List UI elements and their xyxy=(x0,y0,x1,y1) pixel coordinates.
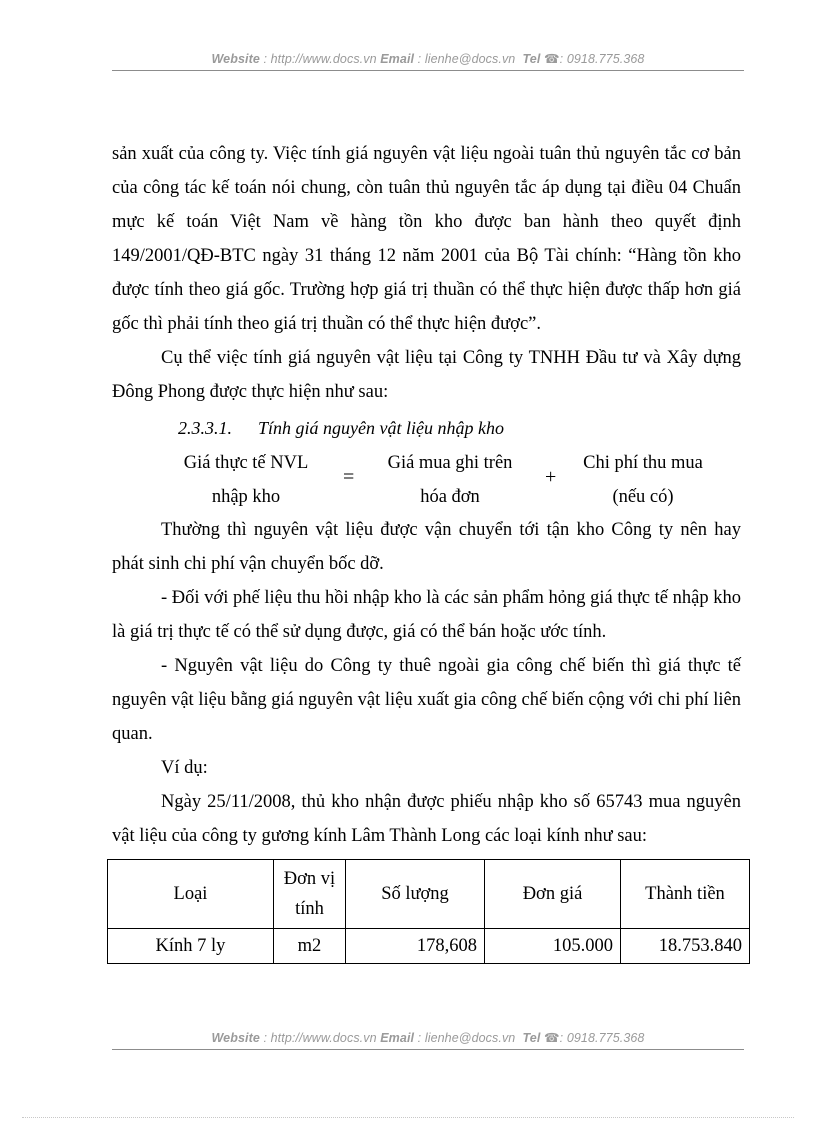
plus-sign: + xyxy=(545,466,557,488)
section-heading xyxy=(178,413,504,443)
header-unit-line2: tính xyxy=(295,899,324,919)
cell-unit: m2 xyxy=(274,929,346,964)
header-unit-line1: Đơn vị xyxy=(283,869,336,889)
footer-phone-icon: ☎ xyxy=(544,1031,560,1045)
paragraph-intro: Cụ thể việc tính giá nguyên vật liệu tại Công ty TNHH Đầu tư và Xây dựng Đông Phong được thực hiện như sau: xyxy=(112,348,741,402)
header-unit xyxy=(274,860,346,929)
body-upper xyxy=(112,137,741,409)
cell-type: Kính 7 ly xyxy=(108,929,274,964)
paragraph-outsourced: - Nguyên vật liệu do Công ty thuê ngoài gia công chế biến thì giá thực tế nguyên vật liệu bằng giá nguyên vật liệu xuất gia công chế biến cộng với chi phí liên quan. xyxy=(112,656,741,744)
cell-amount: 18.753.840 xyxy=(621,929,750,964)
formula-right-line2: (nếu có) xyxy=(612,487,674,507)
header-type: Loại xyxy=(108,860,274,929)
paragraph-scrap: - Đối với phế liệu thu hồi nhập kho là các sản phẩm hỏng giá thực tế nhập kho là giá trị thực tế có thể sử dụng được, giá có thể bán hoặc ước tính. xyxy=(112,588,741,642)
cell-unit-price: 105.000 xyxy=(485,929,621,964)
table-row xyxy=(108,929,750,964)
formula-right-line1: Chi phí thu mua xyxy=(583,453,703,473)
page-footer xyxy=(112,1030,744,1045)
footer-website-label: Website xyxy=(211,1031,260,1045)
footer-rule xyxy=(112,1049,744,1050)
tel-label: Tel xyxy=(522,52,541,66)
header-quantity: Số lượng xyxy=(346,860,485,929)
formula-mid-line1: Giá mua ghi trên xyxy=(387,453,513,473)
body-lower xyxy=(112,513,741,853)
formula-mid-line2: hóa đơn xyxy=(420,487,480,507)
formula-right xyxy=(570,446,716,514)
website-url[interactable]: : http://www.docs.vn xyxy=(263,52,377,66)
email-value[interactable]: : lienhe@docs.vn xyxy=(417,52,516,66)
footer-tel-label: Tel xyxy=(522,1031,541,1045)
materials-table xyxy=(107,859,750,964)
formula-middle xyxy=(376,446,524,514)
formula-left-line2: nhập kho xyxy=(211,487,281,507)
formula-left-line1: Giá thực tế NVL xyxy=(183,453,309,473)
formula-left xyxy=(168,446,324,514)
paragraph-example-label: Ví dụ: xyxy=(161,758,208,778)
page-edge-divider xyxy=(22,1117,794,1118)
tel-value: : 0918.775.368 xyxy=(559,52,645,66)
footer-website-url[interactable]: : http://www.docs.vn xyxy=(263,1031,377,1045)
section-title: Tính giá nguyên vật liệu nhập kho xyxy=(258,418,504,438)
website-label: Website xyxy=(211,52,260,66)
phone-icon: ☎ xyxy=(544,52,560,66)
footer-email-value[interactable]: : lienhe@docs.vn xyxy=(417,1031,516,1045)
header-unit-price: Đơn giá xyxy=(485,860,621,929)
paragraph-example: Ngày 25/11/2008, thủ kho nhận được phiếu nhập kho số 65743 mua nguyên vật liệu của công ty gương kính Lâm Thành Long các loại kính như sau: xyxy=(112,792,741,846)
paragraph-continuation: sản xuất của công ty. Việc tính giá nguyên vật liệu ngoài tuân thủ nguyên tắc cơ bản của công tác kế toán nói chung, còn tuân thủ nguyên tắc áp dụng tại điều 04 Chuẩn mực kế toán Việt Nam về hàng tồn kho được ban hành theo quyết định 149/2001/QĐ-BTC ngày 31 tháng 12 năm 2001 của Bộ Tài chính: “Hàng tồn kho được tính theo giá gốc. Trường hợp giá trị thuần có thể thực hiện được thấp hơn giá gốc thì phải tính theo giá trị thuần có thể thực hiện được”. xyxy=(112,144,741,334)
footer-tel-value: : 0918.775.368 xyxy=(559,1031,645,1045)
paragraph-transport: Thường thì nguyên vật liệu được vận chuyển tới tận kho Công ty nên hay phát sinh chi phí vận chuyển bốc dỡ. xyxy=(112,520,741,574)
cell-quantity: 178,608 xyxy=(346,929,485,964)
header-amount: Thành tiền xyxy=(621,860,750,929)
table-header-row xyxy=(108,860,750,929)
email-label: Email xyxy=(380,52,415,66)
equals-sign: = xyxy=(343,466,355,488)
footer-email-label: Email xyxy=(380,1031,415,1045)
page-header xyxy=(112,51,744,66)
section-number: 2.3.3.1. xyxy=(178,418,232,438)
header-rule xyxy=(112,70,744,71)
